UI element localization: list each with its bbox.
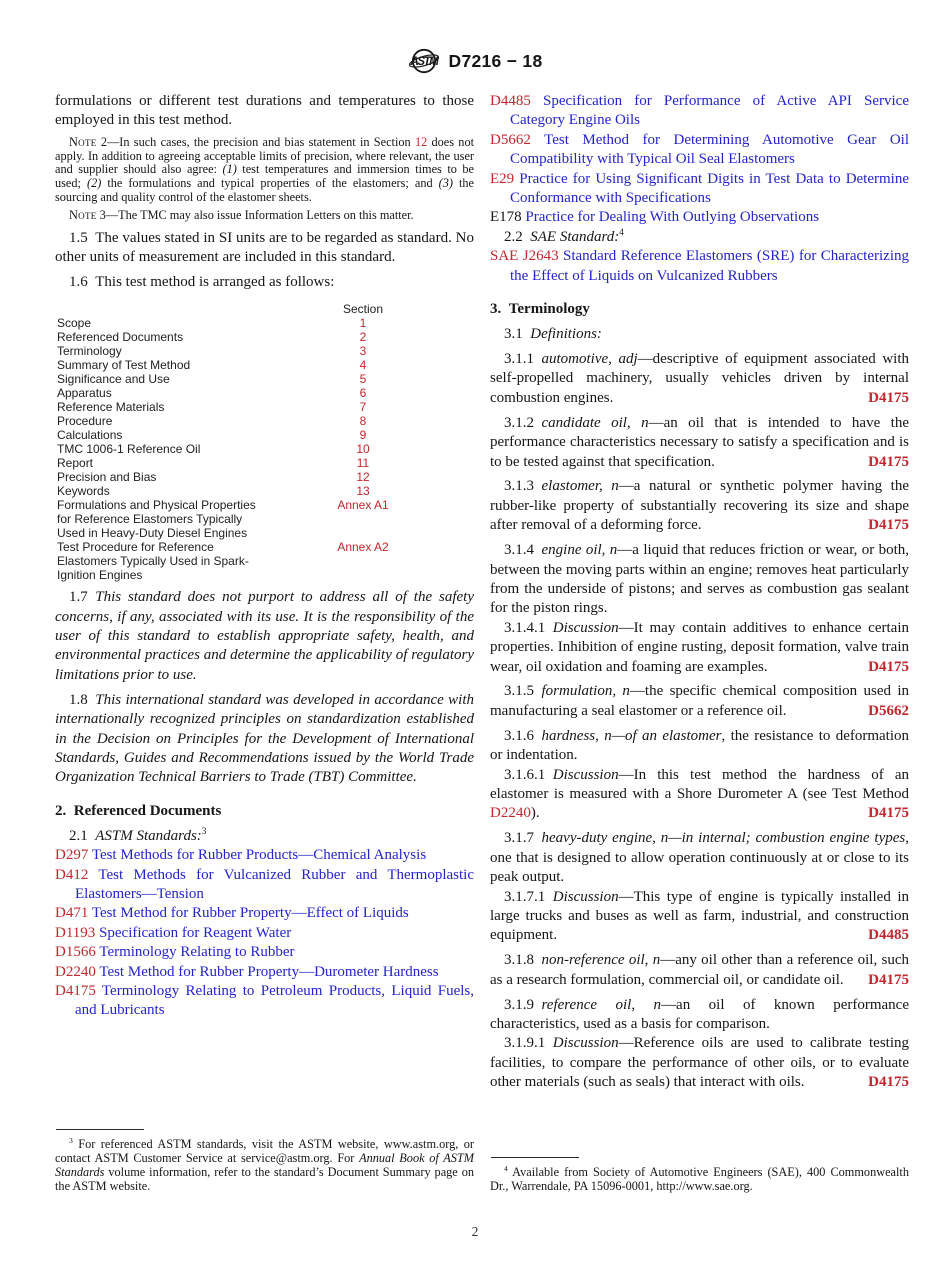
text-run: does not apply. In addition to agreeing acceptable limits of precision, where relevant, the user and supplier should also agree: bbox=[55, 134, 475, 177]
text-run: 3.1.4 bbox=[504, 542, 542, 559]
paragraph bbox=[55, 588, 474, 685]
text-run: (2) bbox=[86, 175, 102, 190]
link-d4485[interactable]: D4485 bbox=[490, 93, 531, 109]
text-run: formulations or different test durations and temperatures to those employed in this test method. bbox=[55, 93, 474, 129]
text-run: (3) bbox=[438, 175, 453, 190]
text-run: elastomer, n bbox=[541, 478, 619, 495]
reference-entry bbox=[55, 924, 474, 943]
paragraph bbox=[490, 414, 909, 472]
source-ref-d4175[interactable]: D4175 bbox=[868, 389, 909, 406]
link-d412[interactable]: D412 bbox=[55, 866, 89, 883]
toc-item-label: TMC 1006-1 Reference Oil bbox=[57, 442, 201, 457]
page-footer bbox=[0, 1224, 950, 1240]
toc-row bbox=[57, 386, 403, 400]
text-run: SAE Standard: bbox=[530, 228, 620, 245]
paragraph bbox=[55, 691, 474, 788]
document-header bbox=[0, 46, 950, 76]
right-column-content bbox=[490, 92, 909, 1093]
link-title[interactable]: Test Methods for Rubber Products—Chemical Analysis bbox=[88, 847, 427, 864]
text-run: 1.8 bbox=[69, 691, 96, 708]
paragraph bbox=[490, 1034, 909, 1092]
toc-row bbox=[57, 344, 403, 358]
toc-link-11[interactable]: 11 bbox=[356, 456, 370, 471]
toc-item-label: Reference Materials bbox=[57, 400, 165, 415]
text-run: —a natural or synthetic polymer having the rubber-like property of substantially recovering its size and shape after removal of a deforming force. bbox=[490, 478, 910, 534]
source-ref-d4175[interactable]: D4175 bbox=[868, 658, 909, 675]
text-run: 1.6 This test method is arranged as follows: bbox=[69, 273, 335, 290]
toc-section-empty bbox=[323, 526, 403, 540]
text-run: 3.1.4.1 bbox=[504, 619, 553, 636]
source-ref-d4175[interactable]: D4175 bbox=[868, 517, 909, 534]
source-ref-d4175[interactable]: D4175 bbox=[868, 805, 909, 822]
source-ref-d5662[interactable]: D5662 bbox=[868, 702, 909, 719]
toc-item-label: Precision and Bias bbox=[57, 470, 157, 485]
text-run: 3 bbox=[201, 826, 207, 837]
toc-item-label: Procedure bbox=[57, 414, 113, 429]
toc-row bbox=[57, 484, 403, 498]
text-run: candidate oil, n bbox=[541, 414, 649, 431]
text-run: reference oil, n bbox=[541, 996, 662, 1013]
toc-link-9[interactable]: 9 bbox=[359, 428, 367, 443]
toc-row bbox=[57, 302, 403, 316]
text-run: 3.1.9 bbox=[504, 996, 542, 1013]
link-section-12[interactable]: 12 bbox=[414, 134, 428, 149]
link-title[interactable]: Standard Reference Elastomers (SRE) for Characterizing the Effect of Liquids on Vulcanized Rubbers bbox=[510, 248, 909, 284]
text-run: —the specific chemical composition used in manufacturing a seal elastomer or a reference oil. bbox=[490, 683, 909, 719]
reference-entry bbox=[490, 92, 909, 131]
link-title[interactable]: Practice for Dealing With Outlying Observations bbox=[521, 209, 820, 226]
text-run: 3.1.7.1 bbox=[504, 888, 553, 905]
source-ref-d4485[interactable]: D4485 bbox=[868, 927, 909, 944]
toc-item-label: Scope bbox=[57, 316, 92, 331]
toc-link-10[interactable]: 10 bbox=[356, 442, 370, 457]
text-run: Discussion bbox=[552, 619, 619, 636]
text-run: 1.5 The values stated in SI units are to be regarded as standard. No other units of measurement are included in this standard. bbox=[55, 229, 474, 265]
text-run: heavy-duty engine, n—in internal; combustion engine types bbox=[541, 830, 906, 847]
link-title[interactable]: Practice for Using Significant Digits in Test Data to Determine Conformance with Specifications bbox=[510, 170, 909, 207]
reference-entry bbox=[55, 943, 474, 962]
footnote-rule bbox=[56, 1129, 144, 1130]
text-run: This standard does not purport to address all of the safety concerns, if any, associated with its use. It is the responsibility of the user of this standard to establish appropriate safety, health, and environmental practices and determine the applicability of regulatory limitations prior to use. bbox=[55, 589, 474, 683]
right-column bbox=[490, 92, 909, 1194]
text-run: 3.1.7 bbox=[504, 830, 542, 847]
toc-section-empty bbox=[323, 554, 403, 568]
toc-item-label: Referenced Documents bbox=[57, 330, 184, 345]
paragraph bbox=[490, 619, 909, 677]
toc-item-label: Keywords bbox=[57, 484, 110, 499]
text-run: test temperatures and immersion times to be used; bbox=[55, 162, 474, 190]
text-run: ASTM Standards: bbox=[95, 827, 202, 844]
link-d5662[interactable]: D5662 bbox=[490, 131, 531, 148]
link-title[interactable]: Test Method for Rubber Property—Durometer Hardness bbox=[95, 963, 439, 980]
reference-entry bbox=[55, 904, 474, 923]
left-column-footnotes bbox=[55, 1129, 474, 1194]
text-run: ). bbox=[530, 805, 540, 822]
svg-text:ASTM: ASTM bbox=[410, 56, 437, 68]
text-run: Note bbox=[69, 134, 97, 149]
paragraph bbox=[490, 829, 909, 887]
text-run: 3.1 bbox=[504, 326, 531, 343]
text-run: E178 bbox=[490, 209, 522, 226]
text-run: Available from Society of Automotive Engineers (SAE), 400 Commonwealth Dr., Warrendale, PA 15096-0001, http://www.sae.org. bbox=[490, 1165, 909, 1194]
toc-link-2[interactable]: 2 bbox=[359, 330, 367, 345]
note bbox=[55, 136, 474, 205]
footnote bbox=[55, 1138, 474, 1194]
text-run: 2.2 bbox=[504, 228, 531, 245]
toc-item-label: Used in Heavy-Duty Diesel Engines bbox=[57, 526, 248, 541]
text-run: —This type of engine is typically installed in large trucks and buses as well as farm, industrial, and construction equipment. bbox=[490, 888, 909, 944]
link-d297[interactable]: D297 bbox=[55, 847, 89, 864]
text-run: engine oil, n bbox=[541, 542, 618, 559]
paragraph bbox=[490, 682, 909, 721]
paragraph bbox=[55, 273, 474, 292]
text-run: 3.1.9.1 bbox=[504, 1035, 553, 1052]
link-title[interactable]: Test Method for Determining Automotive Gear Oil Compatibility with Typical Oil Seal Elastomers bbox=[510, 131, 909, 168]
source-ref-d4175[interactable]: D4175 bbox=[868, 453, 909, 470]
link-title[interactable]: Test Methods for Vulcanized Rubber and Thermoplastic Elastomers—Tension bbox=[75, 866, 474, 903]
text-run: 3.1.6.1 bbox=[504, 766, 553, 783]
text-run: —an oil of known performance characteristics, used as a basis for comparison. bbox=[490, 996, 909, 1032]
paragraph bbox=[490, 325, 909, 344]
text-run: Annual Book of ASTM Standards bbox=[55, 1151, 474, 1180]
toc-section-header: Section bbox=[342, 302, 384, 317]
text-run: —Reference oils are used to calibrate testing facilities, to compare the performance of other oils, or to evaluate other materials (such as seals) that interact with oils. bbox=[490, 1035, 909, 1091]
text-run: —a liquid that reduces friction or wear, or both, between the moving parts within an engine; removes heat particularly from the underside of pistons; and serves as combustion gas sealant for the piston rings. bbox=[490, 542, 909, 617]
footnote-rule bbox=[491, 1157, 579, 1158]
toc-row bbox=[57, 512, 403, 526]
text-run: hardness, n—of an elastomer bbox=[541, 727, 722, 744]
page-number: 2 bbox=[471, 1224, 479, 1239]
reference-entry bbox=[490, 247, 909, 286]
link-d4175[interactable]: D4175 bbox=[55, 983, 96, 1000]
link-d1566[interactable]: D1566 bbox=[55, 944, 96, 961]
link-d1193[interactable]: D1193 bbox=[55, 924, 96, 941]
toc-item-label: Elastomers Typically Used in Spark- bbox=[57, 554, 249, 569]
text-run: —any oil other than a reference oil, such as a research formulation, commercial oil, or candidate oil. bbox=[490, 952, 909, 988]
toc-item-label: Ignition Engines bbox=[57, 568, 143, 583]
toc-item-label: Significance and Use bbox=[57, 372, 170, 387]
toc-row bbox=[57, 316, 403, 330]
paragraph bbox=[55, 92, 474, 131]
toc-item-label: Formulations and Physical Properties bbox=[57, 498, 256, 513]
text-run: formulation, n bbox=[541, 683, 630, 700]
link-d471[interactable]: D471 bbox=[55, 905, 89, 922]
source-ref-d4175[interactable]: D4175 bbox=[868, 1074, 909, 1091]
toc-link-6[interactable]: 6 bbox=[359, 386, 367, 401]
text-run: 3.1.5 bbox=[504, 683, 542, 700]
text-run: 1.7 bbox=[69, 589, 96, 606]
text-run: the formulations and typical properties of the elastomers; and bbox=[101, 175, 439, 190]
toc-item-label: Summary of Test Method bbox=[57, 358, 191, 373]
toc-link-3[interactable]: 3 bbox=[359, 344, 367, 359]
footnote bbox=[490, 1166, 909, 1194]
toc-row bbox=[57, 540, 403, 554]
reference-entry bbox=[490, 131, 909, 170]
text-run: Discussion bbox=[552, 766, 619, 783]
toc-link-7[interactable]: 7 bbox=[359, 400, 367, 415]
link-sae-j2643[interactable]: SAE J2643 bbox=[490, 248, 559, 265]
standard-designation: D7216 − 18 bbox=[448, 50, 543, 71]
text-run: 2—In such cases, the precision and bias statement in Section bbox=[96, 134, 415, 149]
text-run: 4 bbox=[504, 1164, 508, 1174]
toc-row bbox=[57, 554, 403, 568]
toc-table bbox=[57, 302, 403, 582]
paragraph bbox=[490, 477, 909, 535]
link-title[interactable]: Terminology Relating to Petroleum Products, Liquid Fuels, and Lubricants bbox=[75, 983, 474, 1019]
text-run: This international standard was developed in accordance with internationally recognized principles on standardization established in the Decision on Principles for the Development of International Standards, Guides and Recommendations issued by the World Trade Organization Technical Barriers to Trade (TBT) Committee. bbox=[55, 691, 474, 786]
text-run: non-reference oil, n bbox=[541, 952, 661, 969]
toc-item-label: Test Procedure for Reference bbox=[57, 540, 214, 555]
text-run: —In this test method the hardness of an elastomer is measured with a Shore Durometer A (see Test Method bbox=[490, 766, 909, 802]
link-d2240[interactable]: D2240 bbox=[490, 805, 531, 822]
right-column-footnotes bbox=[490, 1157, 909, 1194]
astm-logo bbox=[408, 47, 440, 75]
reference-entry bbox=[490, 208, 909, 227]
left-column-content bbox=[55, 92, 474, 1021]
toc-row bbox=[57, 414, 403, 428]
paragraph bbox=[490, 951, 909, 990]
text-run: , the resistance to deformation or indentation. bbox=[490, 727, 910, 764]
paragraph bbox=[55, 229, 474, 268]
link-title[interactable]: Terminology Relating to Rubber bbox=[95, 944, 295, 961]
section-heading: 3. Terminology bbox=[490, 301, 590, 318]
toc-item-label: for Reference Elastomers Typically bbox=[57, 512, 243, 527]
toc-item-label: Terminology bbox=[57, 344, 122, 359]
toc-link-5[interactable]: 5 bbox=[359, 372, 367, 387]
toc-item-label: Calculations bbox=[57, 428, 123, 443]
toc-row bbox=[57, 456, 403, 470]
text-run: —It may contain additives to enhance certain properties. Inhibition of engine rusting, deposit formation, valve train wear, oil oxidation and foaming are examples. bbox=[490, 619, 909, 675]
reference-entry bbox=[55, 866, 474, 905]
text-run: (1) bbox=[222, 162, 237, 177]
text-run: 3 bbox=[69, 1136, 73, 1146]
text-run: volume information, refer to the standard’s Document Summary page on the ASTM website. bbox=[55, 1165, 474, 1194]
text-run: the sourcing and quality control of the elastomer sheets. bbox=[55, 175, 474, 204]
toc-row bbox=[57, 526, 403, 540]
text-run: Note bbox=[69, 208, 97, 223]
text-run: Discussion bbox=[552, 1035, 619, 1052]
toc-row bbox=[57, 568, 403, 582]
toc-link-13[interactable]: 13 bbox=[356, 484, 370, 499]
text-run: automotive, adj bbox=[541, 350, 638, 367]
text-run: 3.1.6 bbox=[504, 727, 542, 744]
text-run: 3.1.3 bbox=[504, 478, 542, 495]
reference-entry bbox=[55, 846, 474, 865]
link-d2240[interactable]: D2240 bbox=[55, 963, 96, 980]
reference-entry bbox=[55, 963, 474, 982]
toc-link-annex-a2[interactable]: Annex A2 bbox=[337, 540, 389, 555]
text-run: 2.1 bbox=[69, 827, 96, 844]
toc-row bbox=[57, 330, 403, 344]
text-run: Definitions: bbox=[530, 326, 602, 343]
toc-link-12[interactable]: 12 bbox=[356, 470, 370, 485]
toc-row bbox=[57, 498, 403, 512]
reference-entry bbox=[490, 170, 909, 209]
text-run: —descriptive of equipment associated with self-propelled machinery, usually vehicles driven by internal combustion engines. bbox=[490, 350, 909, 406]
paragraph bbox=[490, 766, 909, 824]
text-run: 4 bbox=[619, 227, 624, 238]
toc-section-empty bbox=[323, 568, 403, 582]
text-run: For referenced ASTM standards, visit the ASTM website, www.astm.org, or contact ASTM Customer Service at service@astm.org. For bbox=[55, 1137, 474, 1166]
toc-row bbox=[57, 372, 403, 386]
toc-row bbox=[57, 428, 403, 442]
text-run: 3.1.1 bbox=[504, 350, 542, 367]
toc-item-label bbox=[57, 302, 323, 316]
link-title[interactable]: Test Method for Rubber Property—Effect of Liquids bbox=[88, 905, 409, 922]
text-run: 3—The TMC may also issue Information Letters on this matter. bbox=[96, 208, 414, 223]
paragraph bbox=[490, 727, 909, 766]
toc-item-label: Apparatus bbox=[57, 386, 112, 401]
paragraph bbox=[490, 888, 909, 946]
toc-link-annex-a1[interactable]: Annex A1 bbox=[337, 498, 389, 513]
toc-item-label: Report bbox=[57, 456, 94, 471]
paragraph bbox=[55, 827, 474, 846]
reference-entry bbox=[55, 982, 474, 1021]
toc-section-empty bbox=[323, 512, 403, 526]
note bbox=[55, 209, 474, 223]
paragraph bbox=[490, 996, 909, 1035]
link-title[interactable]: Specification for Reagent Water bbox=[95, 924, 292, 941]
toc-link-1[interactable]: 1 bbox=[359, 316, 367, 331]
toc-row bbox=[57, 358, 403, 372]
toc-link-4[interactable]: 4 bbox=[359, 358, 367, 373]
toc-row bbox=[57, 442, 403, 456]
two-column-body bbox=[55, 92, 909, 1194]
paragraph bbox=[490, 228, 909, 247]
section-heading: 2. Referenced Documents bbox=[55, 802, 222, 819]
link-e29[interactable]: E29 bbox=[490, 170, 515, 187]
toc-row bbox=[57, 400, 403, 414]
text-run: , one that is designed to allow operation continuously at or close to its peak output. bbox=[490, 830, 909, 886]
source-ref-d4175[interactable]: D4175 bbox=[868, 971, 909, 988]
text-run: 3.1.2 bbox=[504, 414, 542, 431]
link-title[interactable]: Specification for Performance of Active API Service Category Engine Oils bbox=[510, 93, 909, 129]
paragraph bbox=[490, 350, 909, 408]
text-run: —an oil that is intended to have the performance characteristics necessary to satisfy a specification and is to be tested against that specification. bbox=[490, 414, 909, 470]
toc-link-8[interactable]: 8 bbox=[359, 414, 367, 429]
paragraph bbox=[490, 541, 909, 619]
text-run: 3.1.8 bbox=[504, 952, 542, 969]
toc-row bbox=[57, 470, 403, 484]
text-run: Discussion bbox=[552, 888, 619, 905]
left-column bbox=[55, 92, 474, 1194]
